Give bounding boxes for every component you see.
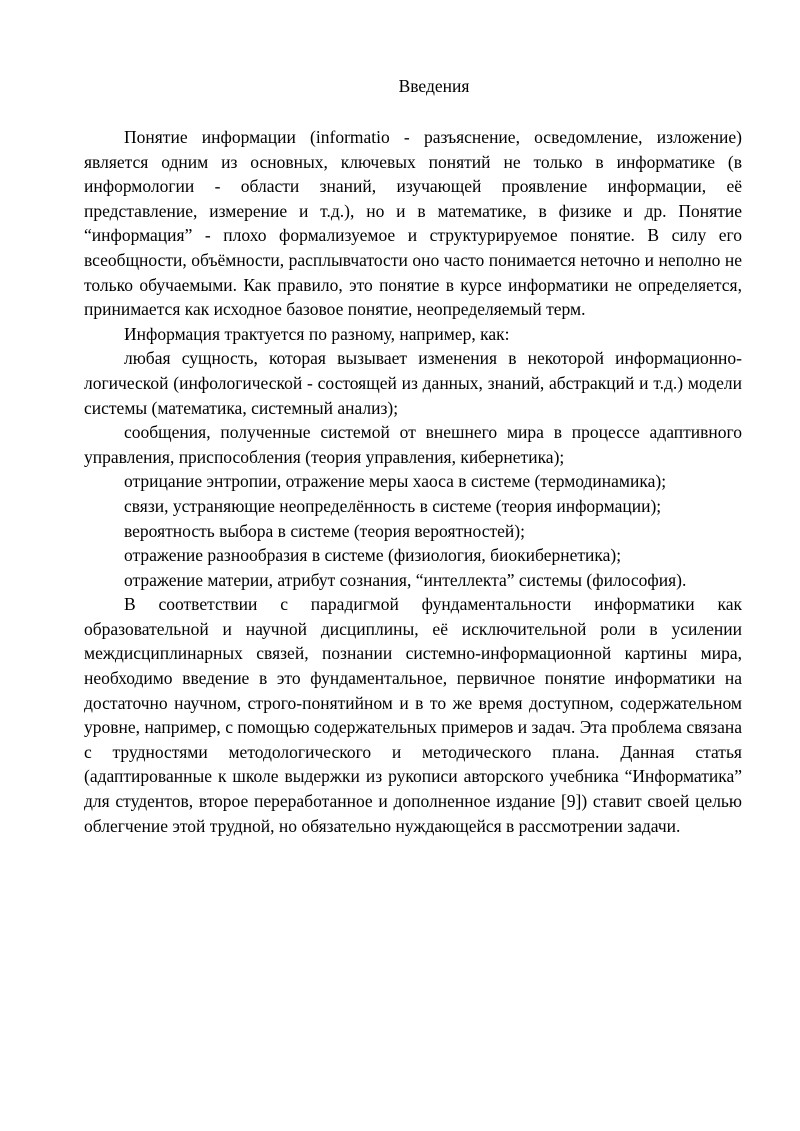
list-item: отражение разнообразия в системе (физиология, биокибернетика); xyxy=(124,545,622,566)
list-item: любая сущность, которая вызывает изменения в некоторой информационно-логической (инфологической - состоящей из данных, знаний, абстракций и т.д.) модели системы (математика, системный анализ); xyxy=(84,348,742,418)
list-item: сообщения, полученные системой от внешнего мира в процессе адаптивного управления, приспособления (теория управления, кибернетика); xyxy=(84,422,742,467)
paragraph-list-lead: Информация трактуется по разному, например, как: xyxy=(124,323,510,344)
list-item: связи, устраняющие неопределённость в системе (теория информации); xyxy=(124,495,662,516)
document-body xyxy=(84,125,742,838)
paragraph-conclusion: В соответствии с парадигмой фундаментальности информатики как образовательной и научной дисциплины, её исключительной роли в усилении междисциплинарных связей, познании системно-информационной картины мира, необходимо введение в это фундаментальное, первичное понятие информатики на достаточно научном, строго-понятийном и в то же время доступном, содержательном уровне, например, с помощью содержательных примеров и задач. Эта проблема связана с трудностями методологического и методического плана. Данная статья (адаптированные к школе выдержки из рукописи авторского учебника “Информатика” для студентов, второе переработанное и дополненное издание [9]) ставит своей целью облегчение этой трудной, но обязательно нуждающейся в рассмотрении задачи. xyxy=(84,594,742,836)
paragraph-intro: Понятие информации (informatio - разъяснение, осведомление, изложение) является одним из основных, ключевых понятий не только в информатике (в информологии - области знаний, изучающей проявление информации, её представление, измерение и т.д.), но и в математике, в физике и др. Понятие “информация” - плохо формализуемое и структурируемое понятие. В силу его всеобщности, объёмности, расплывчатости оно часто понимается неточно и неполно не только обучаемыми. Как правило, это понятие в курсе информатики не определяется, принимается как исходное базовое понятие, неопределяемый терм. xyxy=(84,127,742,320)
list-item: отражение материи, атрибут сознания, “интеллекта” системы (философия). xyxy=(124,569,687,590)
list-item: отрицание энтропии, отражение меры хаоса в системе (термодинамика); xyxy=(124,471,667,492)
page-title: Введения xyxy=(398,76,470,96)
list-item: вероятность выбора в системе (теория вероятностей); xyxy=(124,520,525,541)
